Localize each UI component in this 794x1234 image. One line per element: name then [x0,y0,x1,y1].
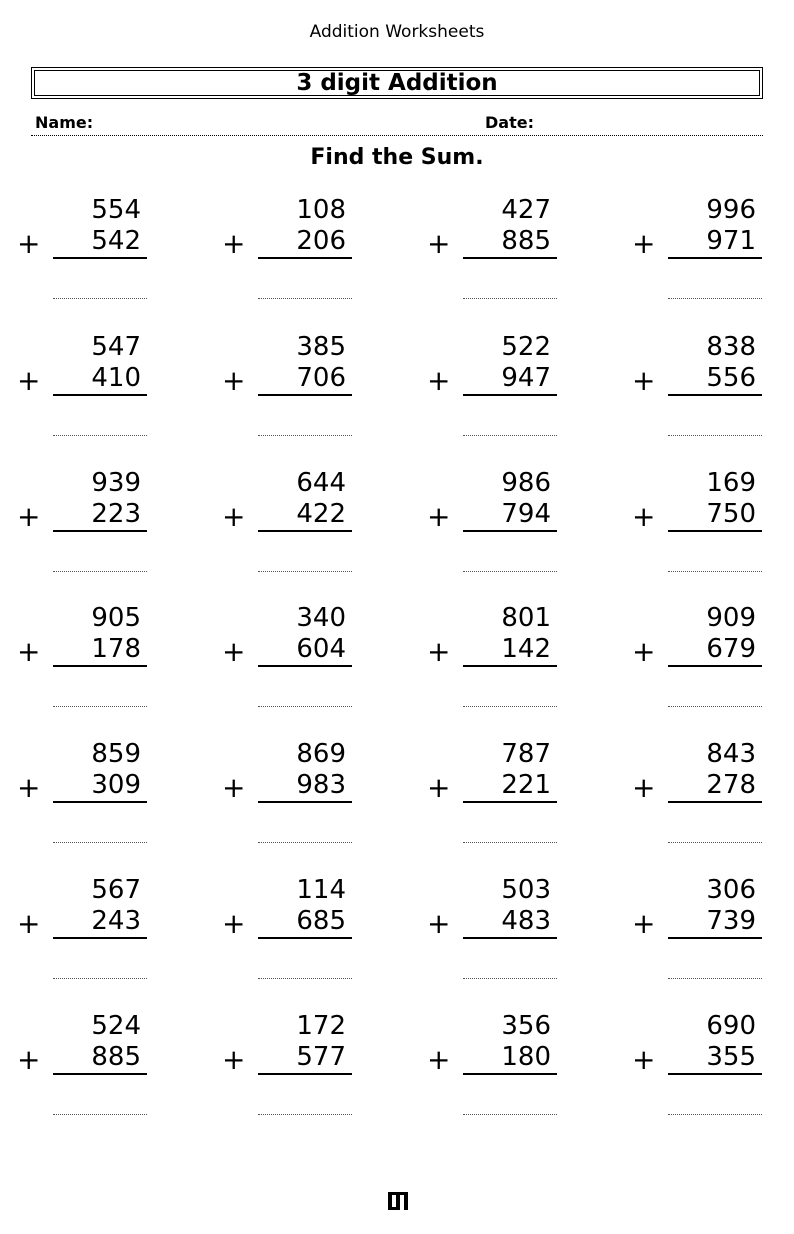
addend-bottom: 885 [463,225,557,259]
addition-problem [632,467,762,587]
plus-sign: + [427,1043,451,1076]
addition-problem [632,874,762,994]
answer-line[interactable] [53,842,147,843]
plus-sign: + [427,635,451,668]
answer-line[interactable] [258,1114,352,1115]
addend-bottom: 309 [53,769,147,803]
answer-line[interactable] [668,571,762,572]
addend-bottom: 483 [463,905,557,939]
addition-problem [17,602,147,722]
addend-bottom: 885 [53,1041,147,1075]
addend-bottom: 983 [258,769,352,803]
addend-bottom: 278 [668,769,762,803]
plus-sign: + [632,500,656,533]
addend-bottom: 739 [668,905,762,939]
addend-top: 114 [296,875,346,905]
addition-problem [427,874,557,994]
plus-sign: + [632,635,656,668]
addend-top: 787 [501,739,551,769]
plus-sign: + [17,907,41,940]
answer-line[interactable] [463,571,557,572]
addition-problem [632,738,762,858]
instruction-heading: Find the Sum. [310,145,484,170]
addend-bottom: 794 [463,498,557,532]
addend-bottom: 221 [463,769,557,803]
answer-line[interactable] [668,298,762,299]
answer-line[interactable] [258,298,352,299]
addend-top: 385 [296,332,346,362]
addend-bottom: 750 [668,498,762,532]
addend-bottom: 685 [258,905,352,939]
plus-sign: + [222,500,246,533]
addend-bottom: 422 [258,498,352,532]
answer-line[interactable] [668,978,762,979]
answer-line[interactable] [463,978,557,979]
addition-problem [222,331,352,451]
name-date-row [31,113,763,136]
addition-problem [427,194,557,314]
addition-problem [427,602,557,722]
addend-top: 801 [501,603,551,633]
answer-line[interactable] [463,435,557,436]
plus-sign: + [632,1043,656,1076]
addition-problem [17,331,147,451]
page-header-title: Addition Worksheets [309,22,485,42]
addend-top: 644 [296,468,346,498]
addend-top: 427 [501,195,551,225]
addition-problem [222,1010,352,1130]
addend-top: 356 [501,1011,551,1041]
answer-line[interactable] [463,706,557,707]
addition-problem [17,194,147,314]
addend-top: 996 [706,195,756,225]
date-label: Date: [485,113,534,132]
addend-top: 108 [296,195,346,225]
addend-top: 169 [706,468,756,498]
addend-top: 172 [296,1011,346,1041]
addition-problem [222,467,352,587]
addend-top: 522 [501,332,551,362]
addend-bottom: 556 [668,362,762,396]
addend-top: 340 [296,603,346,633]
problem-grid [0,194,794,1134]
plus-sign: + [427,227,451,260]
plus-sign: + [17,364,41,397]
addend-bottom: 180 [463,1041,557,1075]
addend-top: 547 [91,332,141,362]
addend-top: 909 [706,603,756,633]
addend-top: 939 [91,468,141,498]
plus-sign: + [17,635,41,668]
addend-top: 554 [91,195,141,225]
addend-bottom: 206 [258,225,352,259]
answer-line[interactable] [463,842,557,843]
addend-bottom: 604 [258,633,352,667]
addition-problem [222,194,352,314]
answer-line[interactable] [53,435,147,436]
plus-sign: + [222,635,246,668]
plus-sign: + [222,907,246,940]
addition-problem [632,194,762,314]
addend-top: 503 [501,875,551,905]
addition-problem [17,467,147,587]
addition-problem [222,602,352,722]
plus-sign: + [222,227,246,260]
addend-top: 306 [706,875,756,905]
addend-bottom: 947 [463,362,557,396]
answer-line[interactable] [258,435,352,436]
addition-problem [632,331,762,451]
answer-line[interactable] [53,706,147,707]
addition-problem [222,874,352,994]
addend-top: 838 [706,332,756,362]
plus-sign: + [222,1043,246,1076]
answer-line[interactable] [668,1114,762,1115]
addend-bottom: 142 [463,633,557,667]
plus-sign: + [427,500,451,533]
addend-bottom: 971 [668,225,762,259]
addend-bottom: 410 [53,362,147,396]
plus-sign: + [222,364,246,397]
plus-sign: + [427,907,451,940]
answer-line[interactable] [53,298,147,299]
addition-problem [427,738,557,858]
addend-bottom: 178 [53,633,147,667]
answer-line[interactable] [53,978,147,979]
answer-line[interactable] [53,571,147,572]
addend-top: 986 [501,468,551,498]
addition-problem [427,331,557,451]
addend-top: 567 [91,875,141,905]
plus-sign: + [632,907,656,940]
plus-sign: + [427,364,451,397]
plus-sign: + [17,227,41,260]
addition-problem [427,467,557,587]
answer-line[interactable] [258,978,352,979]
plus-sign: + [222,771,246,804]
addition-problem [17,1010,147,1130]
addition-problem [222,738,352,858]
addend-top: 690 [706,1011,756,1041]
answer-line[interactable] [668,842,762,843]
answer-line[interactable] [258,706,352,707]
addend-top: 843 [706,739,756,769]
plus-sign: + [632,771,656,804]
addend-top: 524 [91,1011,141,1041]
name-label: Name: [35,113,94,132]
plus-sign: + [17,771,41,804]
addend-top: 859 [91,739,141,769]
addend-bottom: 542 [53,225,147,259]
addend-bottom: 706 [258,362,352,396]
addend-bottom: 223 [53,498,147,532]
addition-problem [17,738,147,858]
addend-bottom: 243 [53,905,147,939]
addition-problem [17,874,147,994]
answer-line[interactable] [463,1114,557,1115]
addition-problem [632,1010,762,1130]
brand-logo-icon [388,1192,408,1210]
answer-line[interactable] [668,435,762,436]
addend-bottom: 679 [668,633,762,667]
answer-line[interactable] [258,842,352,843]
plus-sign: + [632,364,656,397]
answer-line[interactable] [668,706,762,707]
plus-sign: + [632,227,656,260]
answer-line[interactable] [463,298,557,299]
addend-bottom: 355 [668,1041,762,1075]
worksheet-title: 3 digit Addition [31,67,763,99]
plus-sign: + [427,771,451,804]
addend-bottom: 577 [258,1041,352,1075]
addend-top: 905 [91,603,141,633]
addition-problem [632,602,762,722]
addend-top: 869 [296,739,346,769]
answer-line[interactable] [258,571,352,572]
addition-problem [427,1010,557,1130]
answer-line[interactable] [53,1114,147,1115]
plus-sign: + [17,1043,41,1076]
plus-sign: + [17,500,41,533]
